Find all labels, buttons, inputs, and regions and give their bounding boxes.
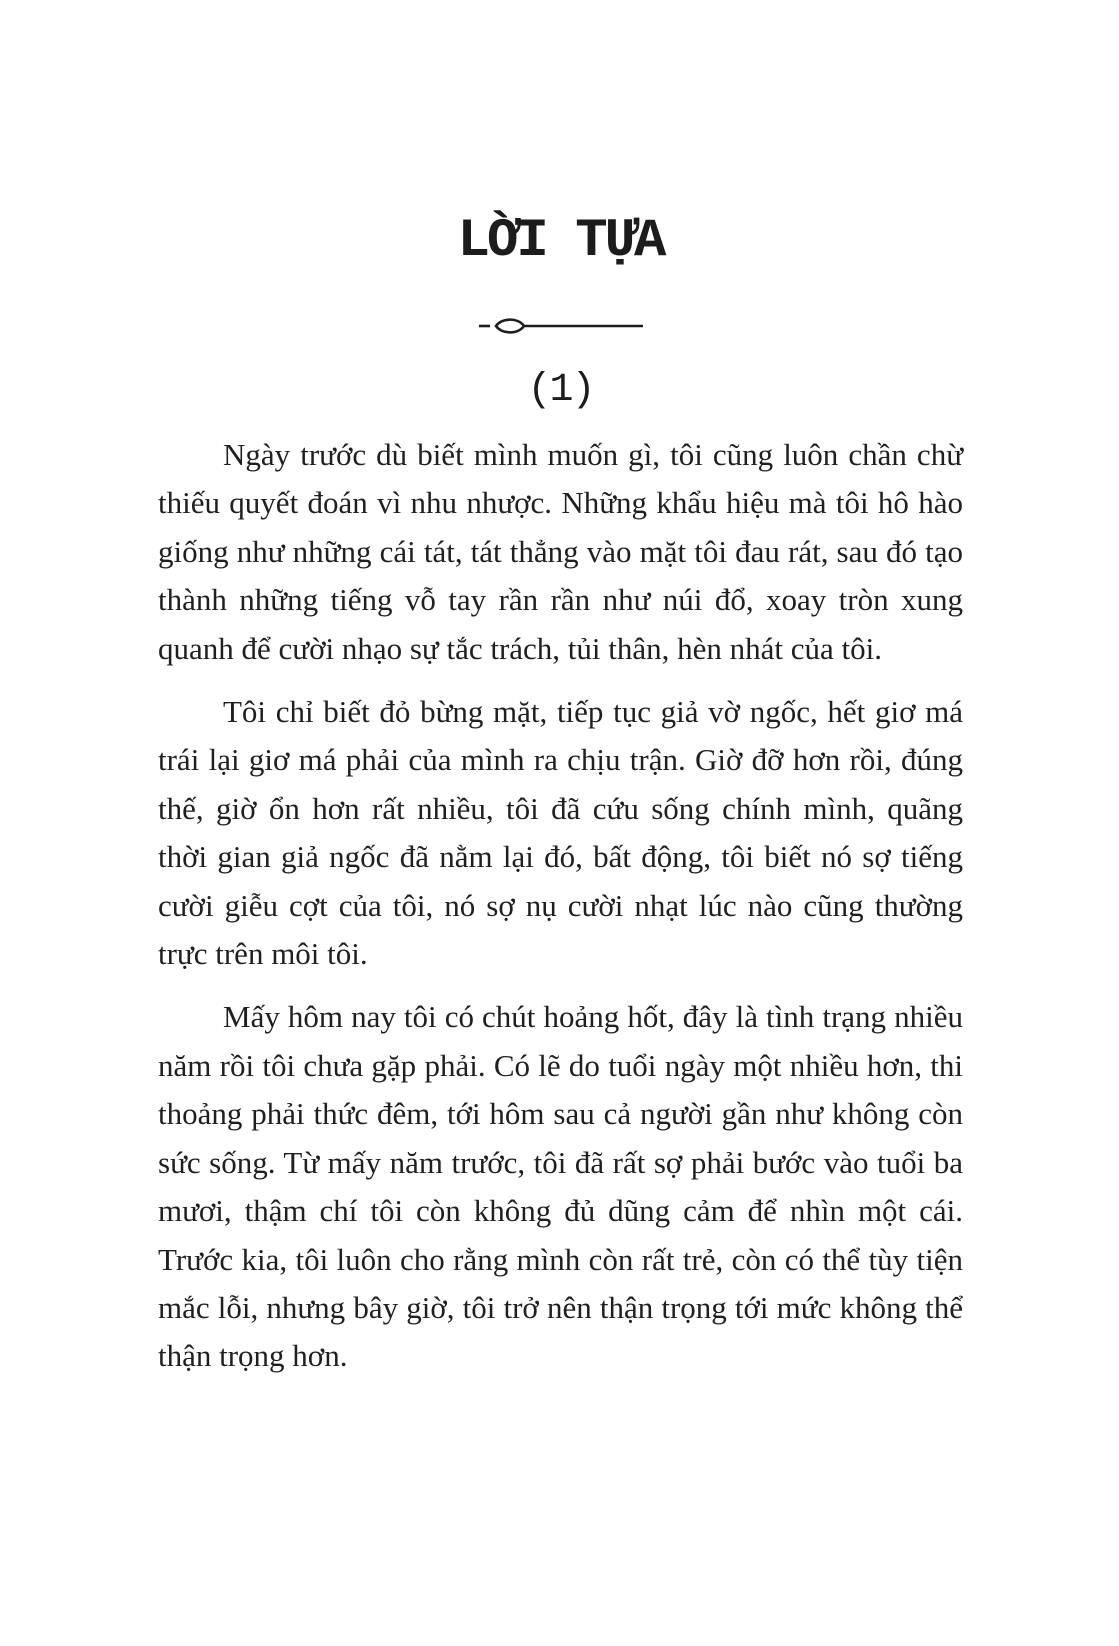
section-number: (1) bbox=[527, 368, 594, 413]
preface-text bbox=[158, 431, 963, 1381]
page-title: LỜI TỰA bbox=[457, 211, 664, 272]
divider-ornament-icon bbox=[479, 315, 643, 337]
paragraph: Tôi chỉ biết đỏ bừng mặt, tiếp tục giả vờ ngốc, hết giơ má trái lại giơ má phải của mình ra chịu trận. Giờ đỡ hơn rồi, đúng thế, giờ ổn hơn rất nhiều, tôi đã cứu sống chính mình, quãng thời gian giả ngốc đã nằm lại đó, bất động, tôi biết nó sợ tiếng cười giễu cợt của tôi, nó sợ nụ cười nhạt lúc nào cũng thường trực trên môi tôi. bbox=[158, 694, 963, 972]
paragraph: Ngày trước dù biết mình muốn gì, tôi cũng luôn chần chừ thiếu quyết đoán vì nhu nhược. Những khẩu hiệu mà tôi hô hào giống như những cái tát, tát thẳng vào mặt tôi đau rát, sau đó tạo thành những tiếng vỗ tay rần rần như núi đổ, xoay tròn xung quanh để cười nhạo sự tắc trách, tủi thân, hèn nhát của tôi. bbox=[158, 437, 963, 666]
paragraph: Mấy hôm nay tôi có chút hoảng hốt, đây là tình trạng nhiều năm rồi tôi chưa gặp phải. Có lẽ do tuổi ngày một nhiều hơn, thi thoảng phải thức đêm, tới hôm sau cả người gần như không còn sức sống. Từ mấy năm trước, tôi đã rất sợ phải bước vào tuổi ba mươi, thậm chí tôi còn không đủ dũng cảm để nhìn một cái. Trước kia, tôi luôn cho rằng mình còn rất trẻ, còn có thể tùy tiện mắc lỗi, nhưng bây giờ, tôi trở nên thận trọng tới mức không thể thận trọng hơn. bbox=[158, 999, 963, 1374]
